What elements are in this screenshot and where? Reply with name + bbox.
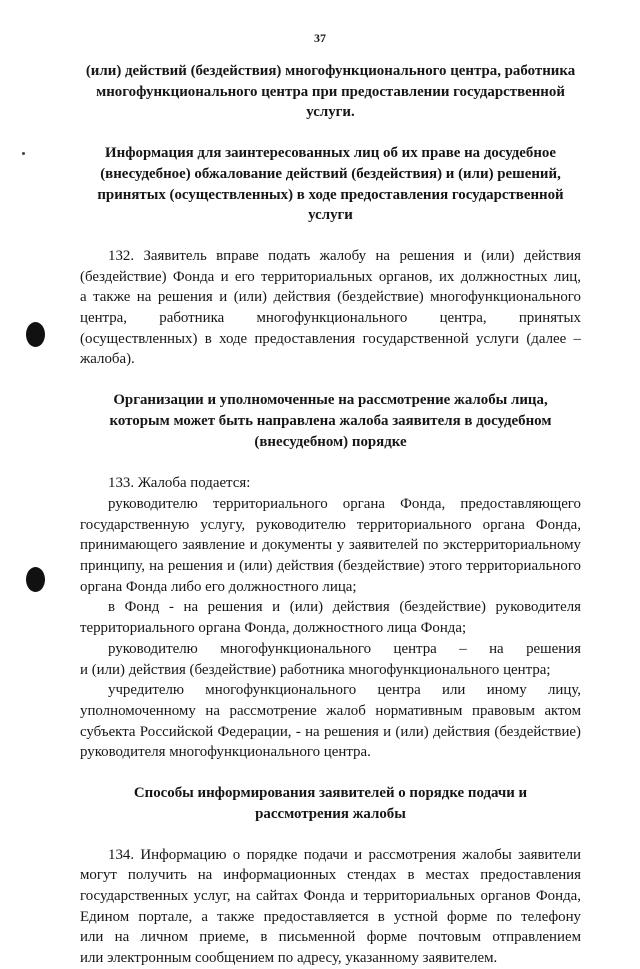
text-line: (или) действий (бездействия) многофункционального центра, работника: [85, 63, 576, 79]
text-line: руководителю многофункционального центра – на решения: [108, 640, 581, 657]
text-line: рассмотрения жалобы: [255, 805, 406, 822]
text-line: руководителю территориального органа Фонда, предоставляющего: [108, 495, 581, 512]
text-line: принятых (осуществленных) в ходе предоставления государственной: [97, 186, 564, 203]
text-line: государственных услуг, на сайтах Фонда и территориальных органов Фонда,: [80, 887, 581, 904]
document-body: [80, 61, 581, 969]
text-line: (осуществленных) в ходе предоставления государственной услуги (далее –: [80, 330, 581, 347]
text-line: которым может быть направлена жалоба заявителя в досудебном: [109, 412, 552, 429]
text-line: субъекта Российской Федерации, - на решения и (или) действия (бездействие): [80, 723, 581, 740]
text-line: принципу, на решения и (или) действия (бездействие) этого территориального: [80, 558, 581, 575]
text-line: многофункционального центра при предоставлении государственной: [96, 83, 565, 100]
heading-ways-of-informing: [80, 783, 581, 824]
text-line: и (или) действия (бездействие) работника многофункционального центра;: [80, 661, 551, 678]
text-line: учредителю многофункционального центра или иному лицу,: [108, 682, 581, 699]
paragraph-133-item-b: [80, 597, 581, 638]
text-line: центра, работника многофункционального центра, принятых: [80, 310, 581, 327]
text-line: 132. Заявитель вправе подать жалобу на решения и (или) действия: [108, 247, 581, 264]
text-line: или на личном приеме, в письменной форме почтовым отправлением: [80, 929, 581, 946]
text-line: в Фонд - на решения и (или) действия (бездействие) руководителя: [108, 599, 581, 616]
text-line: Организации и уполномоченные на рассмотрение жалобы лица,: [113, 392, 548, 409]
paragraph-133-item-d: [80, 680, 581, 763]
heading-appeal-continuation: [80, 61, 581, 123]
text-line: Едином портале, а также предоставляется в устной форме по телефону: [80, 908, 581, 925]
heading-info-right-to-appeal: [80, 143, 581, 226]
heading-organizations-for-appeal: [80, 390, 581, 452]
text-line: территориального органа Фонда, должностного лица Фонда;: [80, 620, 467, 637]
page-number: 37: [314, 31, 326, 45]
text-line: (внесудебном) порядке: [254, 433, 407, 450]
text-line: (бездействие) Фонда и его территориальных органов, их должностных лиц,: [80, 268, 581, 285]
text-line: 133. Жалоба подается:: [108, 475, 251, 492]
punch-hole-upper: [26, 322, 45, 347]
text-line: принимающего заявление и документы у заявителей по экстерриториальному: [80, 537, 581, 554]
text-line: 134. Информацию о порядке подачи и рассмотрения жалобы заявители: [108, 846, 581, 863]
text-line: услуги: [308, 207, 353, 224]
text-line: органа Фонда либо его должностного лица;: [80, 578, 357, 595]
paragraph-133-item-a: [80, 494, 581, 598]
text-line: руководителя многофункционального центра.: [80, 744, 371, 761]
text-line: Информация для заинтересованных лиц об их праве на досудебное: [105, 145, 556, 162]
paragraph-134: [80, 845, 581, 969]
paragraph-133-item-c: [80, 639, 581, 680]
paragraph-133-intro: [80, 473, 581, 494]
paragraph-132: [80, 246, 581, 370]
text-line: могут получить на информационных стендах в местах предоставления: [80, 867, 581, 884]
text-line: Способы информирования заявителей о порядке подачи и: [133, 785, 528, 802]
scan-speck: [22, 152, 25, 155]
text-line: уполномоченному на рассмотрение жалоб нормативным правовым актом: [80, 702, 581, 719]
text-line: (внесудебное) обжалование действий (бездействия) и (или) решений,: [100, 165, 561, 182]
text-line: услуги.: [306, 104, 355, 121]
text-line: или электронным сообщением по адресу, указанному заявителем.: [80, 950, 498, 967]
text-line: государственную услугу, руководителю территориального органа Фонда,: [80, 516, 581, 533]
punch-hole-lower: [26, 567, 45, 592]
text-line: а также на решения и (или) действия (бездействие) многофункционального: [80, 289, 581, 306]
text-line: жалоба).: [80, 351, 135, 368]
